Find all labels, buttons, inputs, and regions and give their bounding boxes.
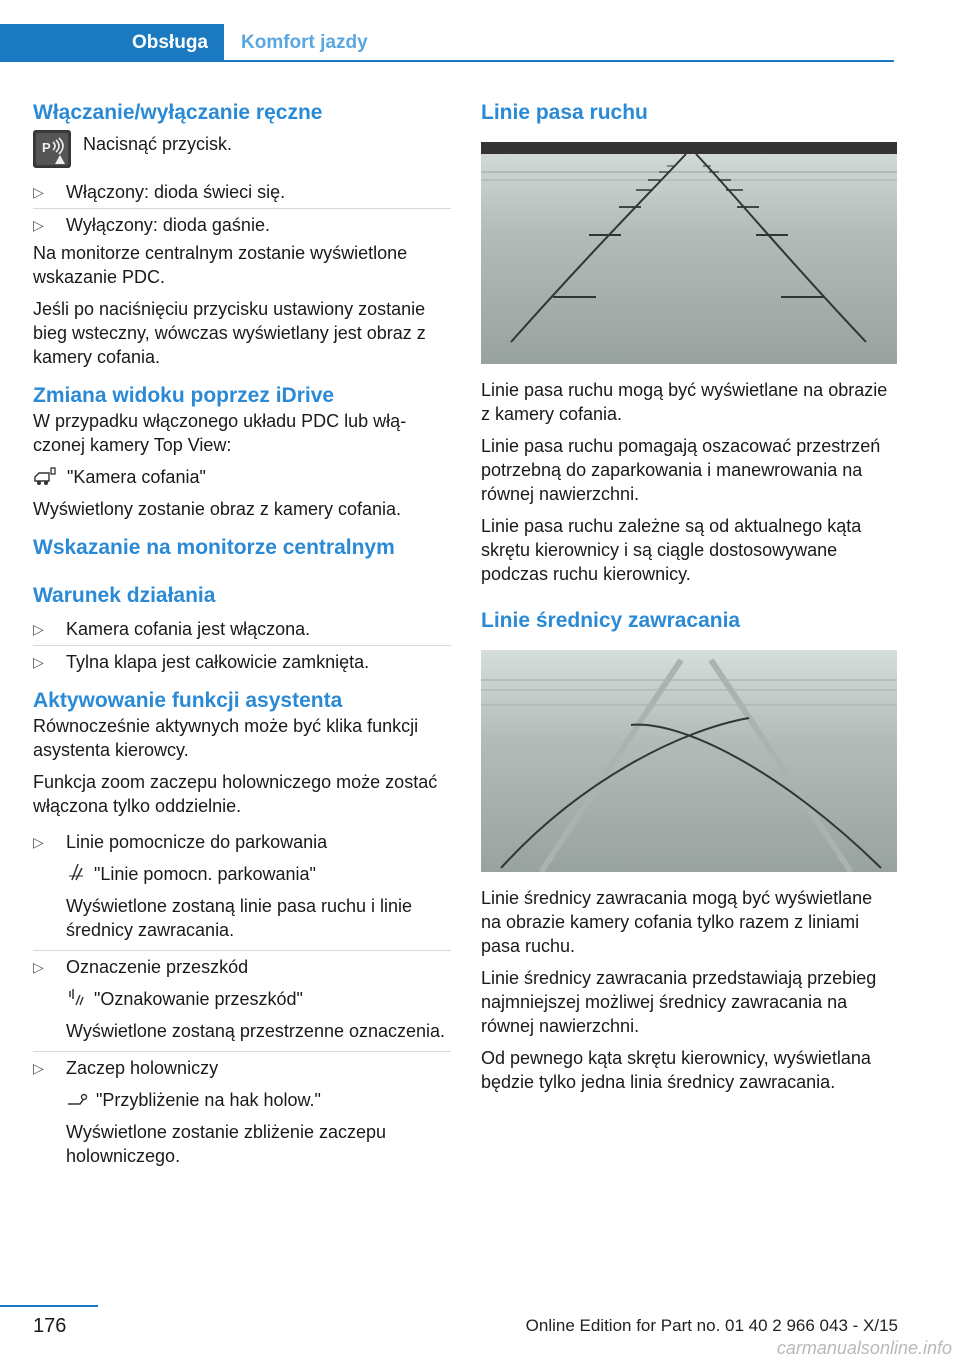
camera-menu-row <box>33 465 451 489</box>
assist-title: Oznaczenie przeszkód <box>66 957 249 977</box>
parking-lines-icon <box>66 862 86 882</box>
assist-description: Wyświetlone zostaną linie pasa ruchu i linie średnicy zawracania. <box>66 896 413 940</box>
tow-hitch-icon <box>66 1088 88 1108</box>
condition-bullet-list <box>33 613 451 678</box>
paragraph: Linie średnicy zawracania mogą być wyświetlane na obrazie kamery cofania tylko razem z liniami pasa ruchu. <box>481 888 873 956</box>
tab-obsluga[interactable]: Obsługa <box>0 24 224 62</box>
turning-circle-image <box>481 650 897 872</box>
triangle-bullet-icon: ▷ <box>33 834 44 850</box>
assist-title: Linie pomocnicze do parkowania <box>66 832 328 852</box>
edition-text: Online Edition for Part no. 01 40 2 966 043 - X/15 <box>525 1316 898 1335</box>
left-column <box>33 100 451 1172</box>
led-bullet-list <box>33 176 451 241</box>
paragraph: Linie średnicy zawracania przedstawiają przebieg najmniejszej możliwej średnicy zawracania na równej nawierzchni. <box>481 968 877 1036</box>
paragraph: Linie pasa ruchu zależne są od aktualnego kąta skrętu kierownicy i są ciągle dostosowywane podczas ruchu kierownicy. <box>481 516 862 584</box>
list-item: ▷ Wyłączony: dioda gaśnie. <box>33 215 270 235</box>
list-item: ▷ Tylna klapa jest całkowicie zamknięta. <box>33 652 370 672</box>
triangle-bullet-icon: ▷ <box>33 654 44 670</box>
assist-title: Zaczep holowniczy <box>66 1058 219 1078</box>
assist-menu-row: "Linie pomocn. parkowania" <box>66 862 451 886</box>
paragraph: Linie pasa ruchu pomagają oszacować przestrzeń potrzebną do zaparkowania i manewrowania na równej nawierzchni. <box>481 436 881 504</box>
tab-komfort-jazdy[interactable]: Komfort jazdy <box>241 32 368 53</box>
paragraph: Jeśli po naciśnięciu przycisku ustawiony zostanie bieg wsteczny, wówczas wyświetlany jest obraz z kamery cofania. <box>33 299 426 367</box>
paragraph: Od pewnego kąta skrętu kierownicy, wyświetlana będzie tylko jedna linia średnicy zawracania. <box>481 1048 871 1092</box>
paragraph: Wyświetlony zostanie obraz z kamery cofania. <box>33 499 401 519</box>
page-number: 176 <box>33 1315 67 1337</box>
triangle-bullet-icon: ▷ <box>33 1060 44 1076</box>
list-item <box>33 951 451 1052</box>
press-button-text: Nacisnąć przycisk. <box>83 134 233 154</box>
paragraph: Równocześnie aktywnych może być klika funkcji asystenta kierowcy. <box>33 716 419 760</box>
triangle-bullet-icon: ▷ <box>33 217 44 233</box>
heading-function-condition: Warunek działania <box>33 584 216 607</box>
heading-turning-circle: Linie średnicy zawracania <box>481 609 741 632</box>
paragraph: Linie pasa ruchu mogą być wyświetlane na obrazie z kamery cofania. <box>481 380 888 424</box>
assist-description: Wyświetlone zostanie zbliżenie zaczepu holowniczego. <box>66 1122 387 1166</box>
pdc-button-icon <box>33 130 71 168</box>
camera-menu-label: "Kamera cofania" <box>67 467 206 487</box>
paragraph: Funkcja zoom zaczepu holowniczego może zostać włączona tylko oddzielnie. <box>33 772 438 816</box>
assist-menu-row: "Oznakowanie przeszkód" <box>66 987 451 1011</box>
triangle-bullet-icon: ▷ <box>33 621 44 637</box>
footer-divider <box>0 1305 98 1307</box>
heading-activate-assistant: Aktywowanie funkcji asystenta <box>33 689 343 712</box>
assist-description: Wyświetlone zostaną przestrzenne oznaczenia. <box>66 1021 446 1041</box>
heading-lane-lines: Linie pasa ruchu <box>481 101 648 124</box>
list-item: ▷ Kamera cofania jest włączona. <box>33 613 451 646</box>
svg-text:P: P <box>42 140 51 155</box>
list-item: ▷ Włączony: dioda świeci się. <box>33 176 451 209</box>
heading-manual-toggle: Włączanie/wyłączanie ręczne <box>33 101 323 124</box>
heading-central-monitor: Wskazanie na monitorze centralnym <box>33 536 395 559</box>
heading-idrive: Zmiana widoku poprzez iDrive <box>33 384 335 407</box>
triangle-bullet-icon: ▷ <box>33 959 44 975</box>
right-column <box>481 100 897 1102</box>
obstacle-marking-icon <box>66 987 86 1007</box>
paragraph: W przypadku włączonego układu PDC lub włączonej kamery Top View: <box>33 411 407 455</box>
assist-list <box>33 826 451 1172</box>
header-divider <box>224 60 894 62</box>
triangle-bullet-icon: ▷ <box>33 184 44 200</box>
lane-lines-image <box>481 142 897 364</box>
watermark: carmanualsonline.info <box>776 1338 952 1358</box>
list-item <box>33 1052 451 1172</box>
assist-menu-row: "Przybliżenie na hak holow." <box>66 1088 451 1112</box>
rear-camera-icon <box>33 465 57 487</box>
press-button-row <box>33 130 451 168</box>
list-item <box>33 826 451 951</box>
paragraph: Na monitorze centralnym zostanie wyświetlone wskazanie PDC. <box>33 243 408 287</box>
page-header <box>0 0 960 62</box>
